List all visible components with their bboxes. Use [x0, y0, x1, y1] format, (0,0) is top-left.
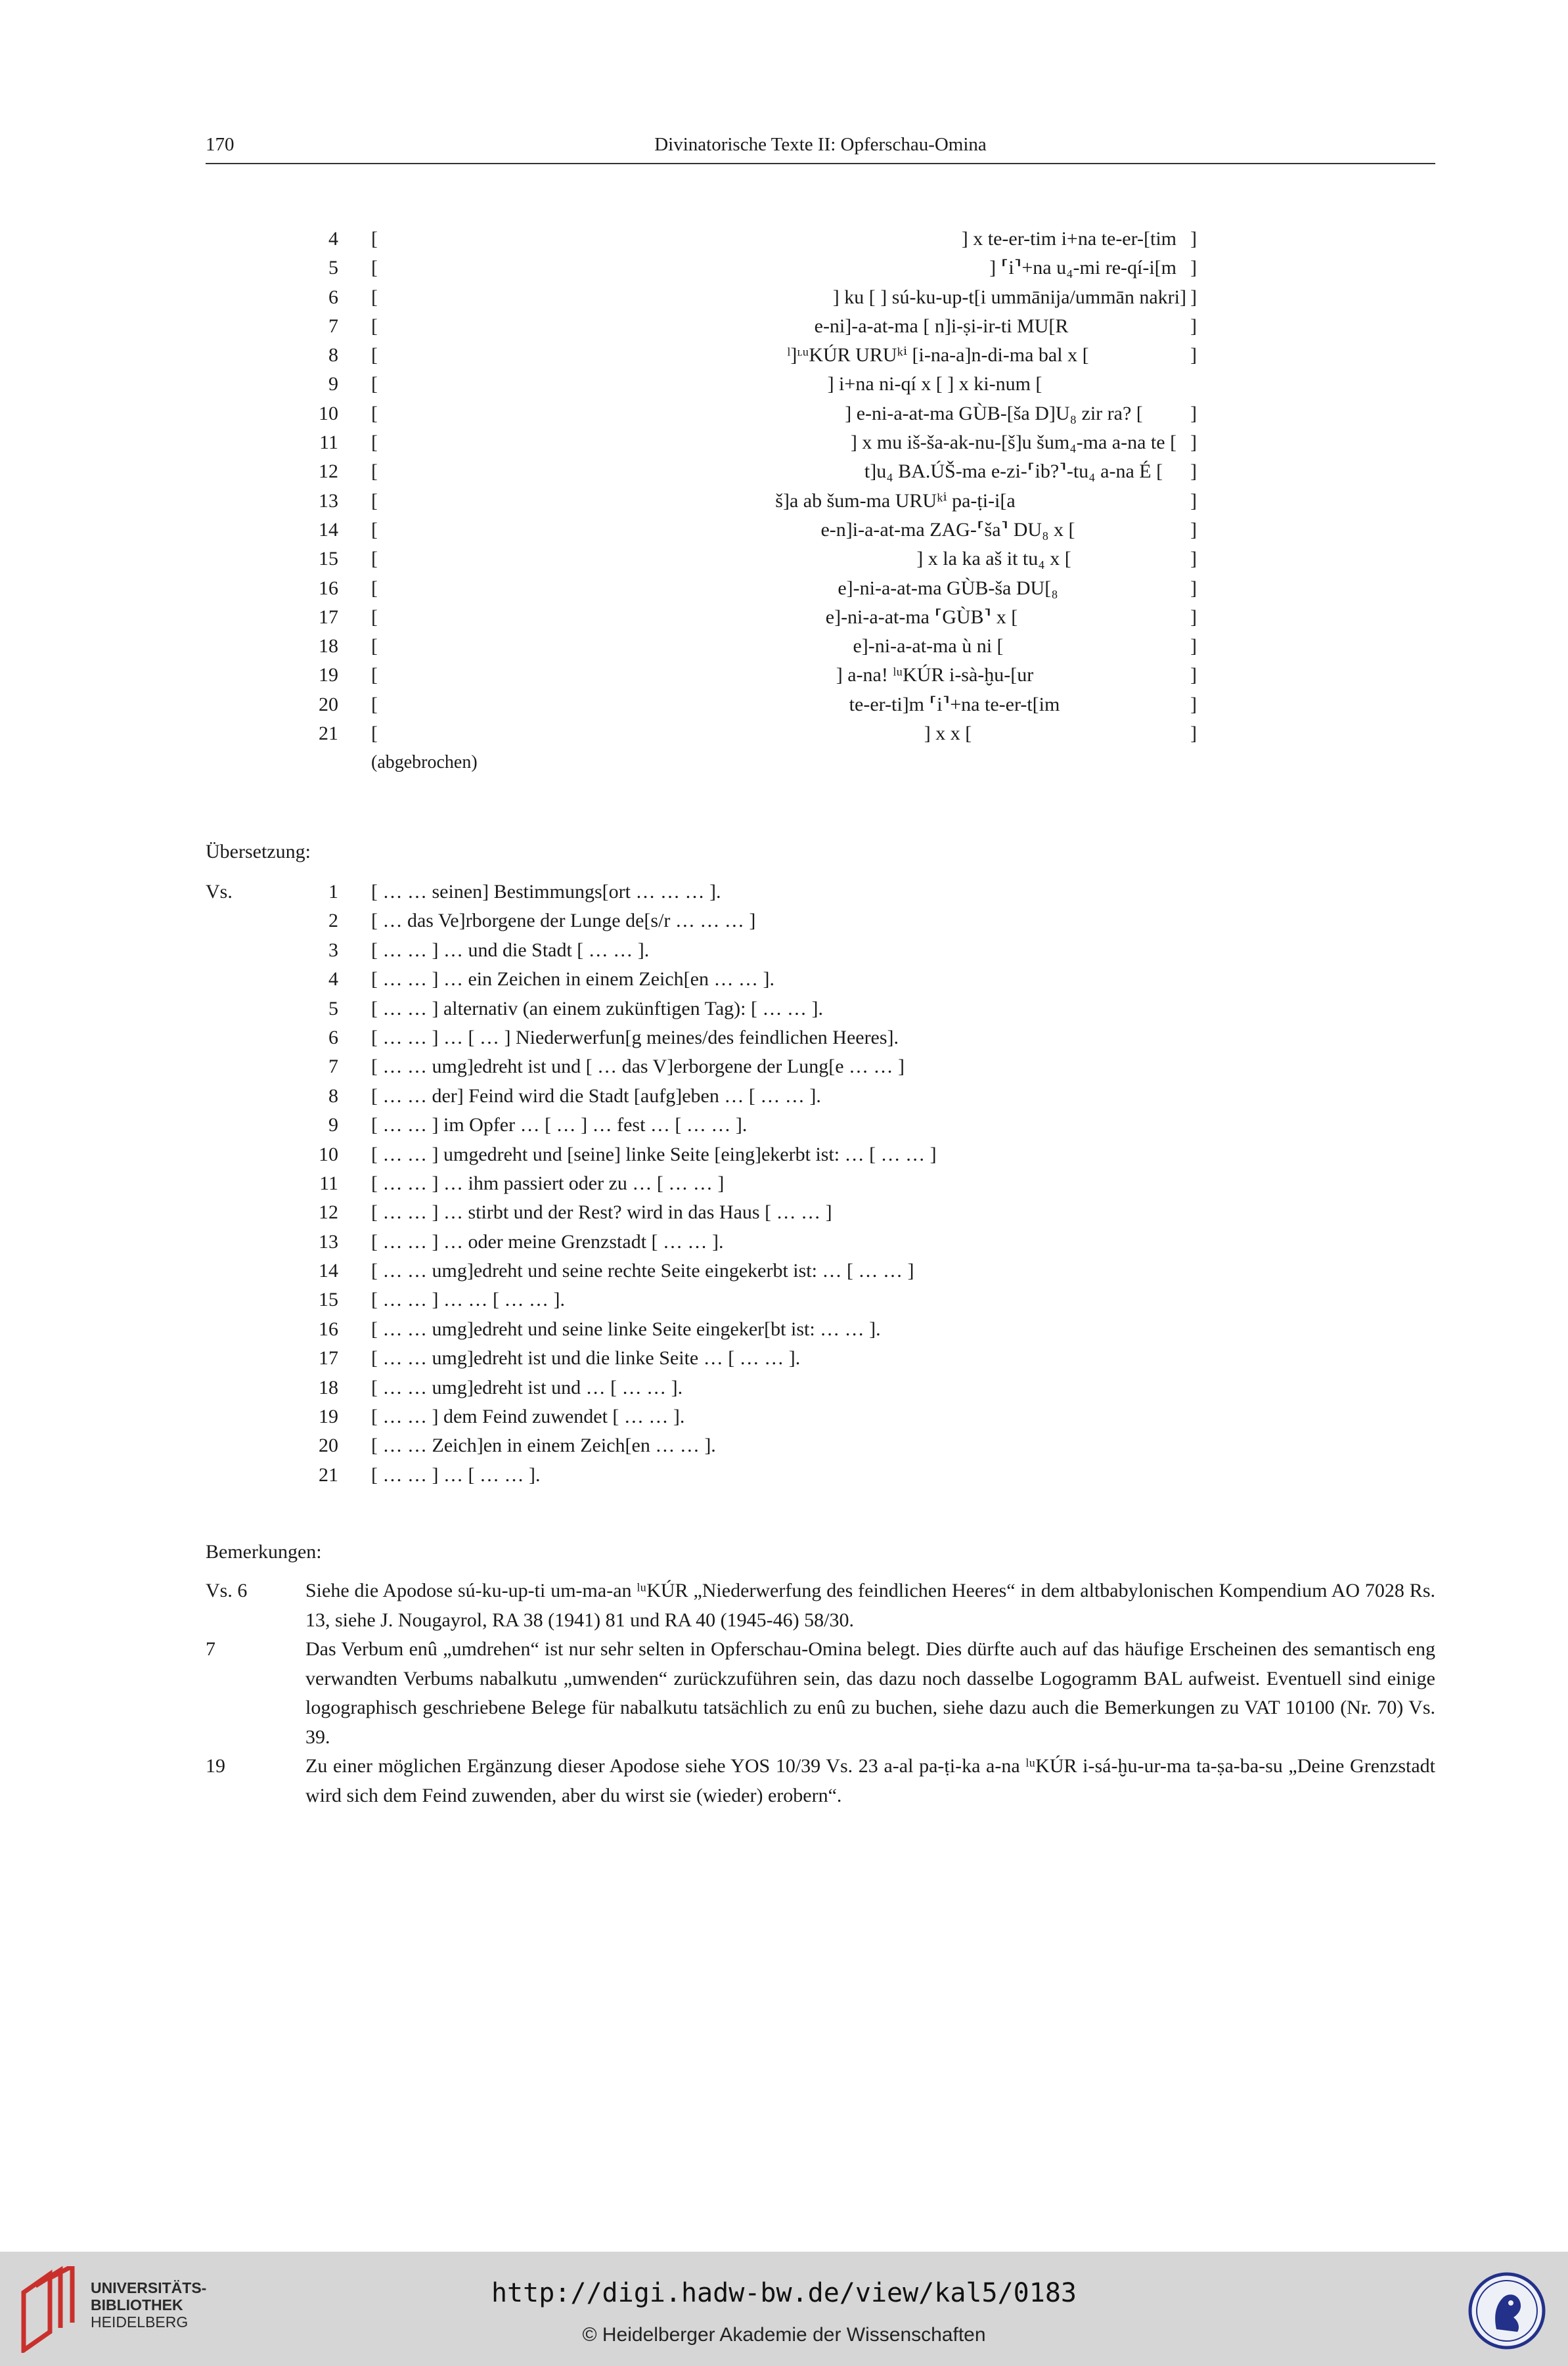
line-number: 15 — [319, 548, 338, 570]
remark-item — [206, 1635, 1435, 1752]
transliteration-line — [206, 545, 1435, 573]
translation-line — [206, 906, 1435, 935]
left-bracket: [ — [371, 577, 378, 599]
transliteration-line — [206, 225, 1435, 254]
transliteration-line — [206, 516, 1435, 545]
left-bracket: [ — [371, 693, 378, 715]
left-bracket: [ — [371, 635, 378, 658]
right-bracket: ] — [1190, 606, 1197, 628]
right-bracket: ] — [1190, 315, 1197, 337]
line-number: 18 — [319, 635, 338, 658]
translation-line — [206, 1140, 1435, 1169]
transliteration-line — [206, 719, 1435, 748]
transliteration-text: ] x x [ — [924, 723, 972, 745]
left-bracket: [ — [371, 315, 378, 337]
left-bracket: [ — [371, 373, 378, 395]
translation-text: [ … … umg]edreht ist und [ … das V]erborgene der Lung[e … … ] — [371, 1056, 905, 1078]
line-number: 14 — [319, 518, 338, 541]
translation-line — [206, 1082, 1435, 1111]
transliteration-line — [206, 632, 1435, 661]
right-bracket: ] — [1190, 548, 1197, 570]
line-number: 11 — [319, 1172, 338, 1194]
right-bracket: ] — [1190, 489, 1197, 512]
translation-text: [ … … umg]edreht und seine linke Seite eingeker[bt ist: … … ]. — [371, 1318, 881, 1340]
left-bracket: [ — [371, 489, 378, 512]
translation-line — [206, 1402, 1435, 1431]
remark-reference: Vs. 6 — [206, 1580, 248, 1601]
line-number: 14 — [319, 1260, 338, 1282]
translation-line — [206, 1052, 1435, 1081]
line-number: 17 — [319, 1347, 338, 1370]
left-bracket: [ — [371, 723, 378, 745]
transliteration-line — [206, 283, 1435, 312]
translation-line — [206, 878, 1435, 906]
translation-line — [206, 1228, 1435, 1257]
transliteration-text: ] x te-er-tim i+na te-er-[tim — [961, 228, 1176, 250]
right-bracket: ] — [1190, 664, 1197, 686]
line-number: 9 — [328, 1114, 338, 1136]
running-title: Divinatorische Texte II: Opferschau-Omina — [654, 134, 987, 155]
left-bracket: [ — [371, 518, 378, 541]
remark-reference: 7 — [206, 1638, 215, 1660]
right-bracket: ] — [1190, 257, 1197, 279]
translation-line — [206, 1285, 1435, 1314]
transliteration-block — [206, 225, 1435, 778]
remarks-heading: Bemerkungen: — [206, 1541, 322, 1563]
transliteration-line — [206, 487, 1435, 516]
line-number: 13 — [319, 1230, 338, 1253]
transliteration-line — [206, 312, 1435, 341]
remark-text: Siehe die Apodose sú-ku-up-ti um-ma-an ˡᵘKÚR „Niederwerfung des feindlichen Heeres“ in dem altbabylonischen Kompendium AO 7028 Rs. 13, siehe J. Nougayrol, RA 38 (1941) 81 und RA 40 (1945-46) 58/30. — [305, 1580, 1435, 1631]
line-number: 8 — [328, 344, 338, 367]
line-number: 12 — [319, 1201, 338, 1224]
transliteration-text: te-er-ti]m ⸢i⸣+na te-er-t[im — [849, 693, 1060, 715]
translation-text: [ … … ] … oder meine Grenzstadt [ … … ]. — [371, 1230, 724, 1253]
broken-off-note-row — [206, 748, 1435, 777]
line-number: 5 — [328, 997, 338, 1019]
translation-line — [206, 1373, 1435, 1402]
translation-line — [206, 1111, 1435, 1140]
translation-line — [206, 994, 1435, 1023]
line-number: 1 — [328, 881, 338, 903]
line-number: 7 — [328, 315, 338, 337]
translation-text: [ … … ] umgedreht und [seine] linke Seite [eing]ekerbt ist: … [ … … ] — [371, 1143, 937, 1165]
digitization-footer — [0, 2252, 1568, 2366]
transliteration-text: t]u₄ BA.ÚŠ-ma e-zi-⸢ib?⸣-tu₄ a-na É [ — [864, 460, 1163, 483]
line-number: 11 — [319, 432, 338, 454]
remark-reference: 19 — [206, 1755, 225, 1777]
transliteration-text: ] i+na ni-qí x [ ] x ki-num [ — [827, 373, 1042, 395]
transliteration-line — [206, 457, 1435, 486]
line-number: 21 — [319, 723, 338, 745]
right-bracket: ] — [1190, 432, 1197, 454]
line-number: 4 — [328, 968, 338, 991]
translation-heading: Übersetzung: — [206, 841, 311, 862]
translation-line — [206, 936, 1435, 965]
left-bracket: [ — [371, 257, 378, 279]
right-bracket: ] — [1190, 228, 1197, 250]
translation-line — [206, 1431, 1435, 1460]
line-number: 6 — [328, 1026, 338, 1048]
right-bracket: ] — [1190, 577, 1197, 599]
translation-line — [206, 1198, 1435, 1227]
translation-text: [ … … ] alternativ (an einem zukünftigen Tag): [ … … ]. — [371, 997, 823, 1019]
transliteration-line — [206, 574, 1435, 603]
translation-line — [206, 1315, 1435, 1344]
transliteration-line — [206, 254, 1435, 282]
transliteration-text: ˡ]ᶫᵘKÚR URUᵏⁱ [i-na-a]n-di-ma bal x [ — [787, 344, 1089, 367]
translation-text: [ … … umg]edreht ist und die linke Seite … [ … … ]. — [371, 1347, 801, 1370]
transliteration-line — [206, 603, 1435, 632]
translation-line — [206, 1169, 1435, 1198]
translation-text: [ … … umg]edreht und seine rechte Seite eingekerbt ist: … [ … … ] — [371, 1260, 914, 1282]
left-bracket: [ — [371, 286, 378, 308]
translation-text: [ … … ] dem Feind zuwendet [ … … ]. — [371, 1406, 685, 1428]
line-number: 21 — [319, 1463, 338, 1486]
library-name-line: UNIVERSITÄTS- — [91, 2279, 207, 2296]
permalink-url[interactable]: http://digi.hadw-bw.de/view/kal5/0183 — [491, 2278, 1077, 2308]
line-number: 8 — [328, 1084, 338, 1107]
right-bracket: ] — [1190, 460, 1197, 483]
line-number: 2 — [328, 910, 338, 932]
remarks-block — [206, 1576, 1435, 1810]
translation-text: [ … … ] … ihm passiert oder zu … [ … … ] — [371, 1172, 725, 1194]
right-bracket: ] — [1190, 344, 1197, 367]
remark-text: Zu einer möglichen Ergänzung dieser Apodose siehe YOS 10/39 Vs. 23 a-al pa-ṭi-ka a-na ˡᵘKÚR i-sá-ḫu-ur-ma ta-ṣa-ba-su „Deine Grenzstadt wird sich dem Feind zuwenden, aber du wirst sie (wieder) erobern“. — [305, 1755, 1435, 1806]
transliteration-text: e]-ni-a-at-ma ù ni [ — [853, 635, 1004, 658]
remark-text: Das Verbum enû „umdrehen“ ist nur sehr selten in Opferschau-Omina belegt. Dies dürfte auch auf das häufige Erscheinen des semantisch eng verwandten Verbums nabalkutu „umwenden“ zurückzuführen sein, das dazu noch dasselbe Logogramm BAL aufweist. Eventuell sind einige logographisch geschriebene Belege für nabalkutu tatsächlich zu enû zu buchen, siehe dazu auch die Bemerkungen zu VAT 10100 (Nr. 70) Vs. 39. — [305, 1638, 1435, 1748]
line-number: 17 — [319, 606, 338, 628]
transliteration-text: e-ni]-a-at-ma [ n]i-ṣi-ir-ti MU[R — [814, 315, 1069, 337]
transliteration-text: e]-ni-a-at-ma GÙB-ša DU[₈ — [838, 577, 1058, 599]
line-number: 3 — [328, 939, 338, 961]
translation-text: [ … das Ve]rborgene der Lunge de[s/r … … … ] — [371, 910, 756, 932]
right-bracket: ] — [1190, 518, 1197, 541]
line-number: 5 — [328, 257, 338, 279]
left-bracket: [ — [371, 344, 378, 367]
left-bracket: [ — [371, 432, 378, 454]
transliteration-text: ] x mu iš-ša-ak-nu-[š]u šum₄-ma a-na te [ — [850, 432, 1177, 454]
line-number: 19 — [319, 664, 338, 686]
translation-text: [ … … ] … und die Stadt [ … … ]. — [371, 939, 650, 961]
translation-line — [206, 1344, 1435, 1373]
translation-text: [ … … der] Feind wird die Stadt [aufg]eben … [ … … ]. — [371, 1084, 821, 1107]
translation-text: [ … … ] … ein Zeichen in einem Zeich[en … … ]. — [371, 968, 774, 991]
line-number: 4 — [328, 228, 338, 250]
translation-line — [206, 965, 1435, 994]
translation-line — [206, 1461, 1435, 1490]
line-number: 13 — [319, 489, 338, 512]
transliteration-text: ] ku [ ] sú-ku-up-t[i ummānija/ummān nakri] — [832, 286, 1186, 308]
broken-off-note: (abgebrochen) — [371, 752, 478, 773]
running-header — [206, 129, 1435, 164]
transliteration-line — [206, 661, 1435, 690]
transliteration-text: e]-ni-a-at-ma ⸢GÙB⸣ x [ — [825, 606, 1018, 628]
transliteration-line — [206, 690, 1435, 719]
left-bracket: [ — [371, 228, 378, 250]
remark-item — [206, 1576, 1435, 1635]
translation-text: [ … … ] … … [ … … ]. — [371, 1289, 565, 1311]
transliteration-text: ] ⸢i⸣+na u₄-mi re-qí-i[m — [989, 257, 1176, 279]
translation-line — [206, 1023, 1435, 1052]
line-number: 7 — [328, 1056, 338, 1078]
right-bracket: ] — [1190, 286, 1197, 308]
transliteration-line — [206, 428, 1435, 457]
translation-text: [ … … ] … [ … ] Niederwerfun[g meines/des feindlichen Heeres]. — [371, 1026, 899, 1048]
library-name-line: BIBLIOTHEK — [91, 2296, 183, 2313]
left-bracket: [ — [371, 548, 378, 570]
translation-line — [206, 1257, 1435, 1285]
line-number: 10 — [319, 1143, 338, 1165]
obverse-label: Vs. — [206, 881, 233, 903]
translation-block — [206, 878, 1435, 1490]
transliteration-text: ] a-na! ˡᵘKÚR i-sà-ḫu-[ur — [836, 664, 1034, 686]
line-number: 20 — [319, 693, 338, 715]
translation-text: [ … … Zeich]en in einem Zeich[en … … ]. — [371, 1435, 716, 1457]
left-bracket: [ — [371, 664, 378, 686]
line-number: 19 — [319, 1406, 338, 1428]
right-bracket: ] — [1190, 693, 1197, 715]
left-bracket: [ — [371, 606, 378, 628]
line-number: 15 — [319, 1289, 338, 1311]
right-bracket: ] — [1190, 635, 1197, 658]
translation-text: [ … … seinen] Bestimmungs[ort … … … ]. — [371, 881, 721, 903]
line-number: 10 — [319, 402, 338, 424]
left-bracket: [ — [371, 402, 378, 424]
translation-text: [ … … umg]edreht ist und … [ … … ]. — [371, 1376, 683, 1398]
remark-item — [206, 1752, 1435, 1810]
copyright-notice: © Heidelberger Akademie der Wissenschaften — [582, 2324, 986, 2346]
line-number: 20 — [319, 1435, 338, 1457]
academy-seal-icon — [1467, 2271, 1546, 2350]
transliteration-line — [206, 341, 1435, 370]
translation-text: [ … … ] im Opfer … [ … ] … fest … [ … … ]. — [371, 1114, 748, 1136]
transliteration-text: š]a ab šum-ma URUᵏⁱ pa-ṭi-i[a — [775, 489, 1016, 512]
translation-text: [ … … ] … [ … … ]. — [371, 1463, 541, 1486]
left-bracket: [ — [371, 460, 378, 483]
line-number: 9 — [328, 373, 338, 395]
transliteration-text: e-n]i-a-at-ma ZAG-⸢ša⸣ DU₈ x [ — [820, 518, 1075, 541]
line-number: 12 — [319, 460, 338, 483]
library-name-line: HEIDELBERG — [91, 2313, 189, 2331]
translation-text: [ … … ] … stirbt und der Rest? wird in das Haus [ … … ] — [371, 1201, 832, 1224]
page-number: 170 — [206, 134, 235, 155]
right-bracket: ] — [1190, 402, 1197, 424]
transliteration-text: ] e-ni-a-at-ma GÙB-[ša D]U₈ zir ra? [ — [845, 402, 1143, 424]
line-number: 16 — [319, 577, 338, 599]
line-number: 18 — [319, 1376, 338, 1398]
transliteration-line — [206, 370, 1435, 399]
transliteration-text: ] x la ka aš it tu₄ x [ — [916, 548, 1071, 570]
line-number: 16 — [319, 1318, 338, 1340]
line-number: 6 — [328, 286, 338, 308]
right-bracket: ] — [1190, 723, 1197, 745]
transliteration-line — [206, 399, 1435, 428]
